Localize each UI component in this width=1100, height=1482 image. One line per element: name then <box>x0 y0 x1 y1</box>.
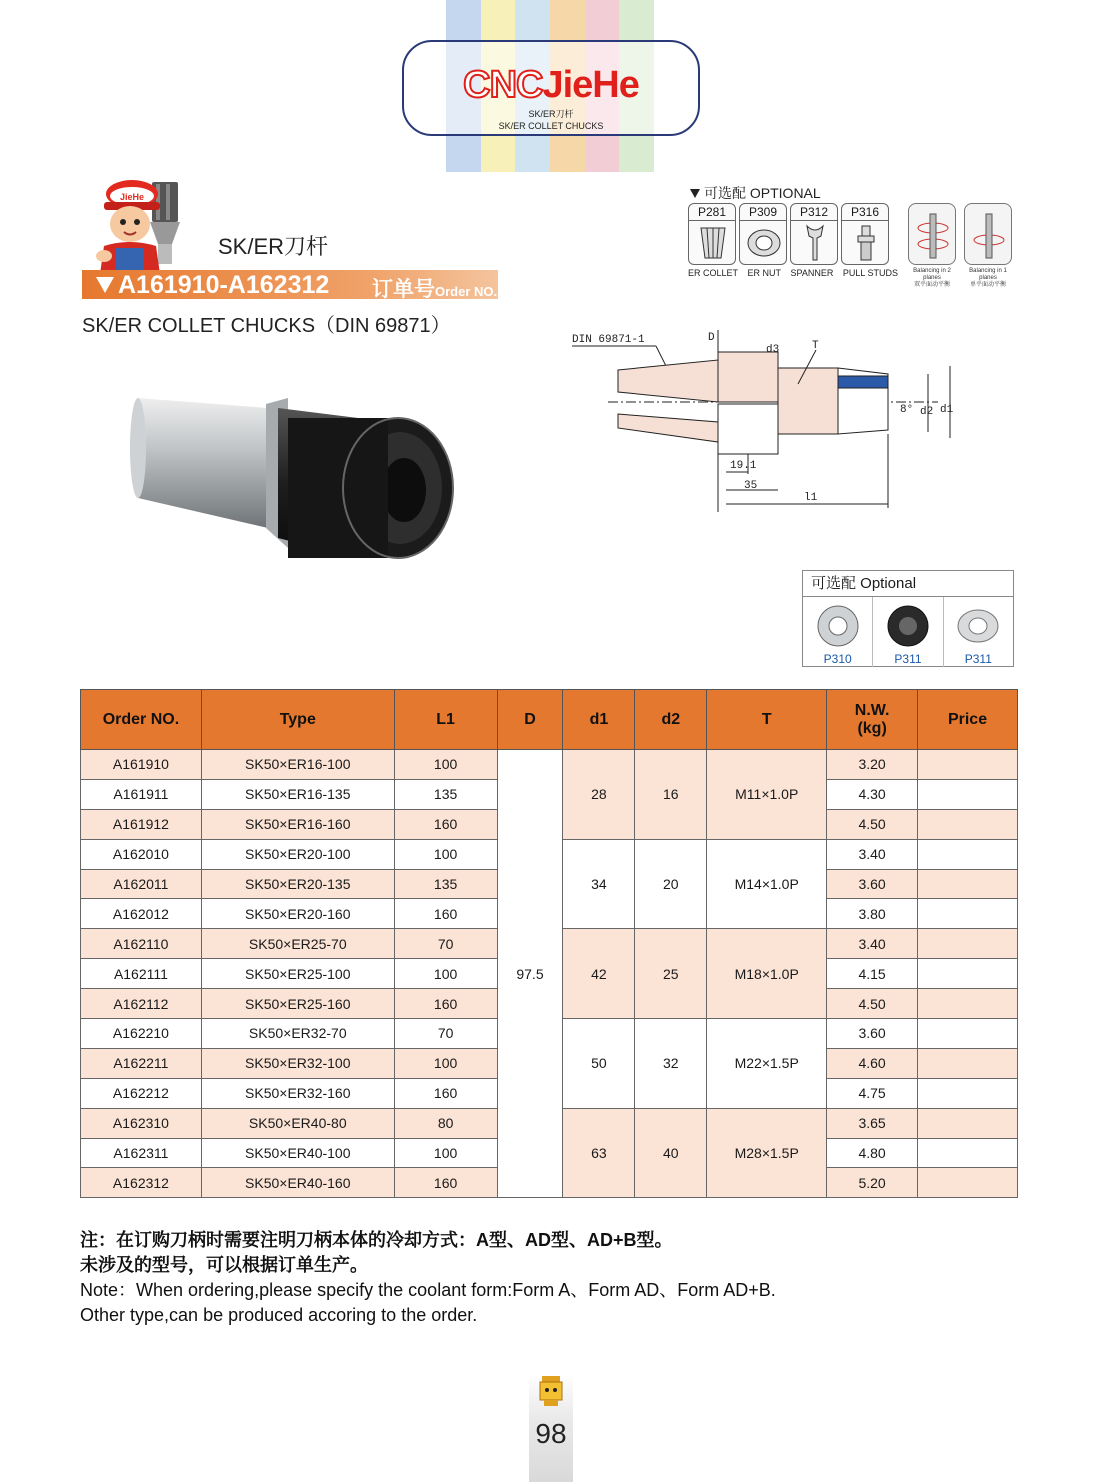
cell-price <box>918 1078 1018 1108</box>
cell-l1: 100 <box>394 959 497 989</box>
cell-type: SK50×ER40-80 <box>201 1108 394 1138</box>
caption-pull-studs: PULL STUDS <box>842 268 898 278</box>
er-collet-icon <box>695 224 731 262</box>
spec-table <box>80 689 1018 1198</box>
optional-box <box>802 570 1014 667</box>
caption-er-nut: ER NUT <box>747 268 781 278</box>
down-triangle-icon <box>690 189 700 198</box>
page-number: 98 <box>535 1418 567 1449</box>
cell-order-no: A162211 <box>81 1048 202 1078</box>
optional-box-code: P310 <box>823 652 852 666</box>
cell-l1: 70 <box>394 929 497 959</box>
cell-nw: 4.50 <box>827 989 918 1019</box>
cell-d1: 63 <box>563 1108 635 1198</box>
note-cn-1: 注：在订购刀柄时需要注明刀柄本体的冷却方式：A型、AD型、AD+B型。 <box>80 1230 673 1250</box>
cell-nw: 3.80 <box>827 899 918 929</box>
caption-er-collet: ER COLLET <box>688 268 739 278</box>
cell-d2: 25 <box>635 929 707 1019</box>
cell-l1: 100 <box>394 1138 497 1168</box>
cell-t: M14×1.0P <box>707 839 827 929</box>
balancing-caption <box>908 268 956 289</box>
pull-stud-icon <box>848 224 884 262</box>
caption-spanner: SPANNER <box>790 268 834 278</box>
cell-nw: 3.20 <box>827 750 918 780</box>
cell-nw: 3.40 <box>827 929 918 959</box>
brand-sub-cn: SK/ER刀杆 <box>528 109 574 119</box>
optional-item-p316 <box>841 203 889 265</box>
cell-d1: 42 <box>563 929 635 1019</box>
col-type: Type <box>201 690 394 750</box>
cell-l1: 100 <box>394 750 497 780</box>
col-nw <box>827 690 918 750</box>
cell-price <box>918 839 1018 869</box>
cell-l1: 160 <box>394 1078 497 1108</box>
cell-price <box>918 899 1018 929</box>
cell-d2: 40 <box>635 1108 707 1198</box>
cell-l1: 160 <box>394 899 497 929</box>
optional-box-item-p311-b <box>944 597 1013 667</box>
nut-icon <box>954 602 1002 650</box>
balancing-1-plane <box>964 203 1012 265</box>
col-order-no: Order NO. <box>81 690 202 750</box>
optional-box-code: P311 <box>894 652 922 666</box>
cell-price <box>918 929 1018 959</box>
cell-price <box>918 1108 1018 1138</box>
optional-item-code: P312 <box>791 204 837 221</box>
optional-box-item-p310 <box>803 597 873 667</box>
cell-nw: 4.30 <box>827 779 918 809</box>
cell-type: SK50×ER16-135 <box>201 779 394 809</box>
optional-box-items <box>803 597 1013 667</box>
mascot-icon <box>94 174 194 274</box>
cell-d2: 16 <box>635 750 707 840</box>
nut-icon <box>884 602 932 650</box>
cell-l1: 70 <box>394 1019 497 1049</box>
col-nw-line2: (kg) <box>857 719 887 737</box>
cell-l1: 160 <box>394 809 497 839</box>
cell-order-no: A162312 <box>81 1168 202 1198</box>
col-l1: L1 <box>394 690 497 750</box>
footer-mascot-icon <box>536 1374 566 1408</box>
table-row <box>81 750 1018 780</box>
cell-nw: 4.60 <box>827 1048 918 1078</box>
drawing-angle-label: 8° <box>900 404 914 416</box>
optional-top-items <box>688 203 889 265</box>
cell-type: SK50×ER20-135 <box>201 869 394 899</box>
optional-top-label <box>690 183 821 203</box>
order-label-cn: 订单号 <box>372 278 435 301</box>
cell-order-no: A161910 <box>81 750 202 780</box>
cell-price <box>918 1168 1018 1198</box>
drawing-l1-label: l1 <box>804 492 818 504</box>
cell-nw: 5.20 <box>827 1168 918 1198</box>
drawing-dim-191: 19.1 <box>730 460 757 472</box>
cell-order-no: A162210 <box>81 1019 202 1049</box>
drawing-d3-label: d3 <box>766 344 780 356</box>
optional-box-item-p311 <box>873 597 943 667</box>
optional-top-text: 可选配 OPTIONAL <box>704 185 821 201</box>
drawing-d-label: D <box>708 332 715 344</box>
col-d1: d1 <box>563 690 635 750</box>
drawing-din-label: DIN 69871-1 <box>572 334 645 346</box>
col-d: D <box>497 690 563 750</box>
balancing-captions <box>908 268 1012 289</box>
cell-order-no: A161912 <box>81 809 202 839</box>
cell-price <box>918 959 1018 989</box>
cell-t: M18×1.0P <box>707 929 827 1019</box>
product-photo <box>128 378 458 578</box>
cell-type: SK50×ER32-70 <box>201 1019 394 1049</box>
cell-order-no: A162311 <box>81 1138 202 1168</box>
optional-item-p281 <box>688 203 736 265</box>
nut-icon <box>814 602 862 650</box>
order-label <box>372 273 497 303</box>
cell-l1: 100 <box>394 839 497 869</box>
table-header-row <box>81 690 1018 750</box>
order-notes <box>80 1228 776 1328</box>
cell-type: SK50×ER16-100 <box>201 750 394 780</box>
cell-d2: 32 <box>635 1019 707 1109</box>
cell-price <box>918 779 1018 809</box>
order-number-bar <box>82 270 498 299</box>
optional-item-code: P281 <box>689 204 735 221</box>
cell-t: M28×1.5P <box>707 1108 827 1198</box>
cell-l1: 80 <box>394 1108 497 1138</box>
drawing-d2-label: d2 <box>920 406 934 418</box>
optional-box-label: 可选配 Optional <box>803 571 1013 597</box>
col-t: T <box>707 690 827 750</box>
cell-l1: 100 <box>394 1048 497 1078</box>
brand-logo <box>404 64 698 107</box>
note-cn-2: 未涉及的型号，可以根据订单生产。 <box>80 1255 368 1275</box>
cell-t: M22×1.5P <box>707 1019 827 1109</box>
balancing-icon <box>969 210 1009 262</box>
down-triangle-icon <box>96 277 114 293</box>
cell-type: SK50×ER25-100 <box>201 959 394 989</box>
cell-l1: 135 <box>394 779 497 809</box>
cell-order-no: A162110 <box>81 929 202 959</box>
cell-order-no: A162010 <box>81 839 202 869</box>
note-en-2: Other type,can be produced accoring to the order. <box>80 1305 478 1325</box>
cell-d1: 28 <box>563 750 635 840</box>
balancing-items <box>908 203 1012 265</box>
brand-jiehe: JieHe <box>542 64 639 106</box>
cell-d: 97.5 <box>497 750 563 1198</box>
cell-l1: 160 <box>394 989 497 1019</box>
col-nw-line1: N.W. <box>854 701 890 719</box>
table-body <box>81 750 1018 1198</box>
cell-order-no: A161911 <box>81 779 202 809</box>
cell-nw: 4.80 <box>827 1138 918 1168</box>
cell-nw: 4.15 <box>827 959 918 989</box>
balancing-icon <box>913 210 953 262</box>
balancing-caption-en: Balancing in 2 planes <box>913 268 951 281</box>
cell-order-no: A162310 <box>81 1108 202 1138</box>
balancing-2-planes <box>908 203 956 265</box>
cell-t: M11×1.0P <box>707 750 827 840</box>
cell-order-no: A162012 <box>81 899 202 929</box>
cell-type: SK50×ER32-100 <box>201 1048 394 1078</box>
cell-l1: 160 <box>394 1168 497 1198</box>
cell-order-no: A162112 <box>81 989 202 1019</box>
cell-d2: 20 <box>635 839 707 929</box>
cell-order-no: A162111 <box>81 959 202 989</box>
technical-drawing <box>568 322 968 512</box>
cell-type: SK50×ER20-160 <box>201 899 394 929</box>
brand-sub-en: SK/ER COLLET CHUCKS <box>498 121 604 131</box>
cell-type: SK50×ER32-160 <box>201 1078 394 1108</box>
page-subtitle: SK/ER COLLET CHUCKS（DIN 69871） <box>82 315 451 337</box>
cell-nw: 3.60 <box>827 1019 918 1049</box>
cell-nw: 4.50 <box>827 809 918 839</box>
cell-type: SK50×ER40-100 <box>201 1138 394 1168</box>
cell-nw: 3.60 <box>827 869 918 899</box>
optional-item-p312 <box>790 203 838 265</box>
cell-price <box>918 1048 1018 1078</box>
cell-nw: 3.40 <box>827 839 918 869</box>
balancing-caption-en: Balancing in 1 planes <box>969 268 1007 281</box>
cell-type: SK50×ER25-70 <box>201 929 394 959</box>
balancing-caption <box>964 268 1012 289</box>
optional-box-code: P311 <box>964 652 992 666</box>
mascot-cap-text: JieHe <box>119 192 145 202</box>
optional-item-code: P309 <box>740 204 786 221</box>
cell-price <box>918 750 1018 780</box>
cell-nw: 3.65 <box>827 1108 918 1138</box>
brand-cnc: CNC <box>463 64 543 106</box>
spanner-icon <box>797 224 833 262</box>
note-en-1: Note：When ordering,please specify the coolant form:Form A、Form AD、Form AD+B. <box>80 1280 776 1300</box>
optional-item-p309 <box>739 203 787 265</box>
optional-item-code: P316 <box>842 204 888 221</box>
cell-type: SK50×ER25-160 <box>201 989 394 1019</box>
cell-d1: 34 <box>563 839 635 929</box>
order-range: A161910-A162312 <box>118 271 330 299</box>
col-d2: d2 <box>635 690 707 750</box>
cell-price <box>918 1019 1018 1049</box>
cell-type: SK50×ER40-160 <box>201 1168 394 1198</box>
cell-price <box>918 989 1018 1019</box>
cell-d1: 50 <box>563 1019 635 1109</box>
order-label-en: Order NO. <box>435 284 498 299</box>
cell-price <box>918 869 1018 899</box>
cell-price <box>918 1138 1018 1168</box>
cell-type: SK50×ER20-100 <box>201 839 394 869</box>
col-price: Price <box>918 690 1018 750</box>
page-title-cn: SK/ER刀杆 <box>218 234 329 259</box>
cell-order-no: A162011 <box>81 869 202 899</box>
cell-order-no: A162212 <box>81 1078 202 1108</box>
cell-nw: 4.75 <box>827 1078 918 1108</box>
balancing-caption-cn: 单平面动平衡 <box>969 282 1006 288</box>
balancing-caption-cn: 双平面动平衡 <box>913 282 950 288</box>
drawing-dim-35: 35 <box>744 480 758 492</box>
cell-price <box>918 809 1018 839</box>
cell-l1: 135 <box>394 869 497 899</box>
optional-top-captions <box>688 268 898 278</box>
brand-logo-box <box>402 40 700 136</box>
er-nut-icon <box>746 224 782 262</box>
cell-type: SK50×ER16-160 <box>201 809 394 839</box>
drawing-t-label: T <box>812 340 819 352</box>
drawing-d1-label: d1 <box>940 404 954 416</box>
